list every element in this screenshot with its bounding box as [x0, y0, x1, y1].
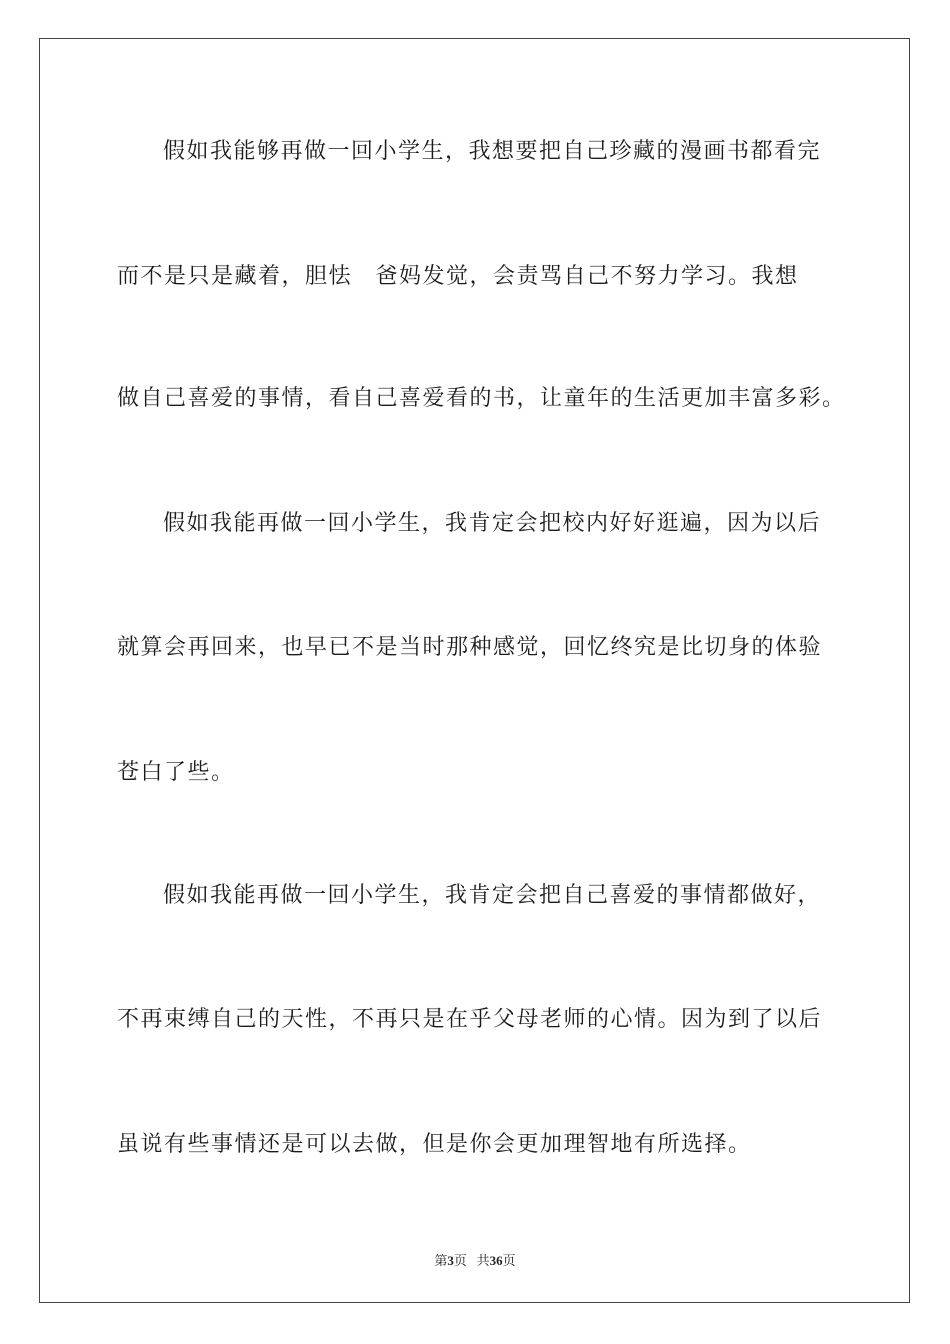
page-footer	[0, 1250, 950, 1269]
page-label-prefix: 第	[434, 1253, 448, 1268]
paragraph-1-line-2: 而不是只是藏着，胆怯 爸妈发觉，会责骂自己不努力学习。我想	[117, 264, 799, 289]
page-frame	[39, 38, 910, 1303]
total-label-prefix: 共	[476, 1253, 490, 1268]
total-label-suffix: 页	[502, 1253, 516, 1268]
paragraph-3-line-3: 虽说有些事情还是可以去做，但是你会更加理智地有所选择。	[117, 1132, 752, 1157]
page-number: 3	[447, 1253, 454, 1268]
total-pages: 36	[489, 1253, 503, 1268]
paragraph-2-line-1: 假如我能再做一回小学生，我肯定会把校内好好逛遍，因为以后	[163, 511, 822, 536]
paragraph-1-line-1: 假如我能够再做一回小学生，我想要把自己珍藏的漫画书都看完	[163, 139, 822, 164]
paragraph-2-line-3: 苍白了些。	[117, 760, 235, 785]
paragraph-1-line-3: 做自己喜爱的事情，看自己喜爱看的书，让童年的生活更加丰富多彩。	[117, 386, 846, 411]
page-label-suffix: 页	[453, 1253, 467, 1268]
paragraph-2-line-2: 就算会再回来，也早已不是当时那种感觉，回忆终究是比切身的体验	[117, 635, 823, 660]
paragraph-3-line-2: 不再束缚自己的天性，不再只是在乎父母老师的心情。因为到了以后	[117, 1007, 823, 1032]
paragraph-3-line-1: 假如我能再做一回小学生，我肯定会把自己喜爱的事情都做好，	[163, 883, 822, 908]
